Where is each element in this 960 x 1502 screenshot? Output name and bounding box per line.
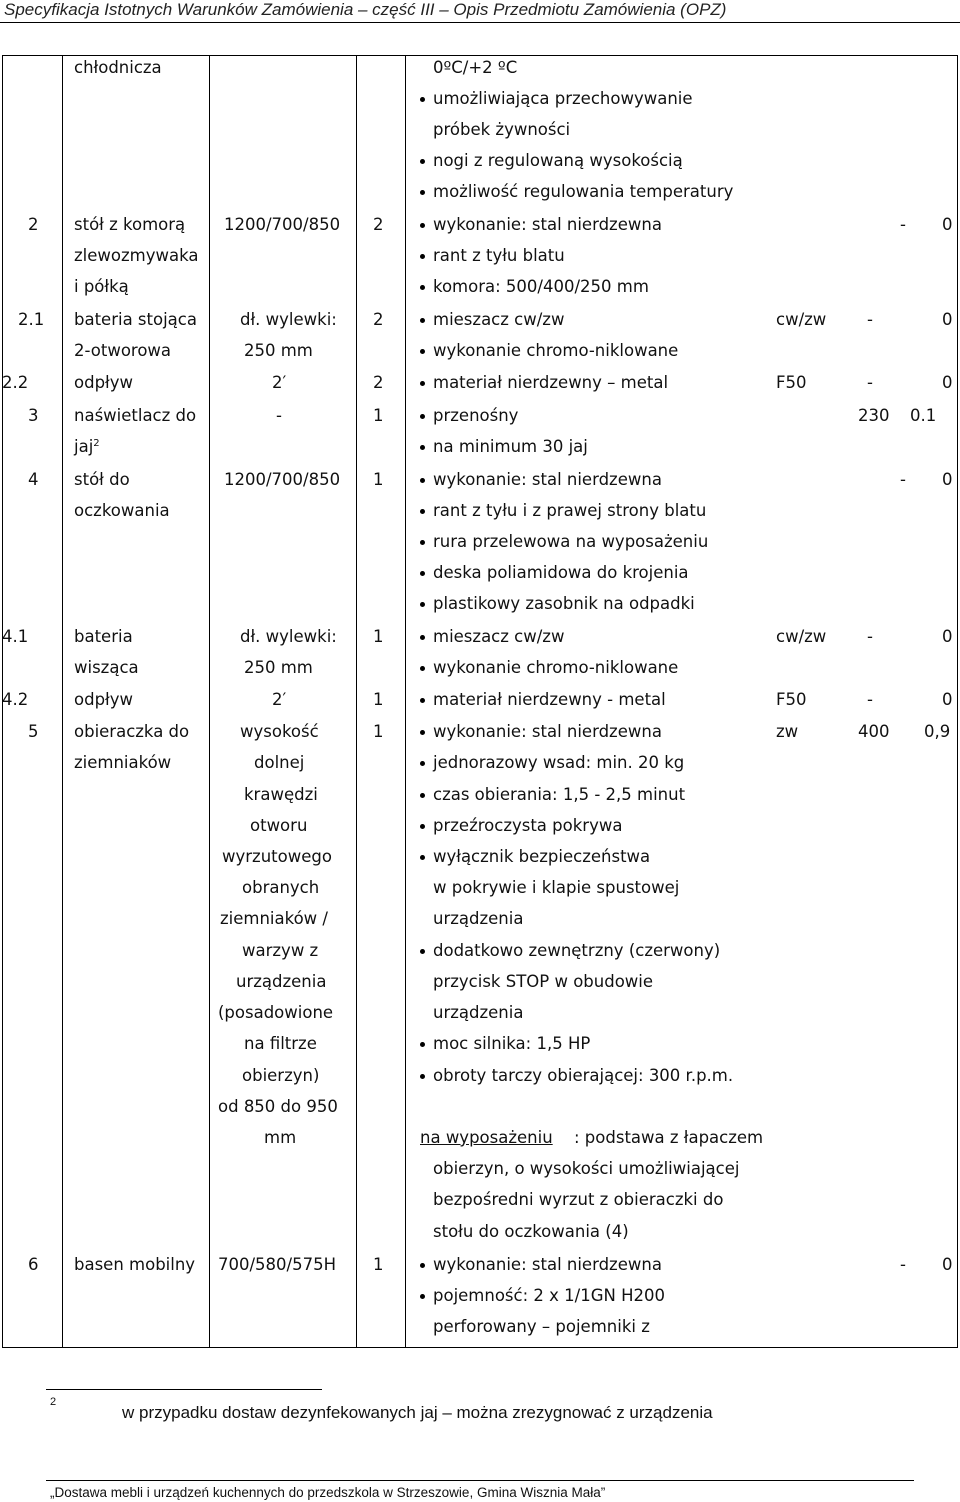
footnote-text: w przypadku dostaw dezynfekowanych jaj – można zrezygnować z urządzenia xyxy=(122,1403,713,1422)
column-divider xyxy=(62,55,63,1348)
table-cell-text: urządzenia xyxy=(433,909,524,928)
table-cell-text: 0 xyxy=(942,1255,953,1274)
spec-bullet-item: moc silnika: 1,5 HP xyxy=(433,1034,591,1053)
table-cell-text: 1 xyxy=(373,627,384,646)
spec-bullet-item: wykonanie: stal nierdzewna xyxy=(433,1255,662,1274)
table-cell-text: wisząca xyxy=(74,658,139,677)
table-cell-text: obierzyn) xyxy=(242,1066,320,1085)
table-cell-text: zw xyxy=(776,722,799,741)
table-cell-text: - xyxy=(276,406,282,425)
table-cell-text: 1200/700/850 xyxy=(224,215,341,234)
spec-bullet-item: rant z tyłu i z prawej strony blatu xyxy=(433,501,707,520)
table-cell-text: 0 xyxy=(942,470,953,489)
spec-bullet-item: materiał nierdzewny – metal xyxy=(433,373,669,392)
document-header: Specyfikacja Istotnych Warunków Zamówienia – część III – Opis Przedmiotu Zamówienia (OPZ) xyxy=(4,0,727,19)
spec-bullet-item: możliwość regulowania temperatury xyxy=(433,182,734,201)
table-cell-text: warzyw z xyxy=(242,941,319,960)
spec-bullet-item: komora: 500/400/250 mm xyxy=(433,277,649,296)
table-cell-text: i półką xyxy=(74,277,129,296)
footnote-marker: 2 xyxy=(93,438,100,449)
table-cell-text: 4 xyxy=(28,470,39,489)
table-cell-text: chłodnicza xyxy=(74,58,162,77)
table-cell-text: 5 xyxy=(28,722,39,741)
table-cell-text: wysokość xyxy=(240,722,319,741)
table-cell-text: perforowany – pojemniki z xyxy=(433,1317,650,1336)
spec-bullet-item: rura przelewowa na wyposażeniu xyxy=(433,532,709,551)
table-cell-text: 0 xyxy=(942,310,953,329)
table-cell-text: 2′ xyxy=(272,690,287,709)
table-cell-text: (posadowione xyxy=(218,1003,334,1022)
column-divider xyxy=(405,55,406,1348)
table-cell-text: - xyxy=(867,310,873,329)
footnote-number: 2 xyxy=(50,1396,57,1408)
spec-bullet-item: mieszacz cw/zw xyxy=(433,310,565,329)
spec-bullet-item: obroty tarczy obierającej: 300 r.p.m. xyxy=(433,1066,734,1085)
table-cell-text: - xyxy=(867,690,873,709)
table-cell-text: 4.2 xyxy=(2,690,29,709)
spec-bullet-item: deska poliamidowa do krojenia xyxy=(433,563,689,582)
table-cell-text: 0 xyxy=(942,690,953,709)
spec-bullet-item: czas obierania: 1,5 - 2,5 minut xyxy=(433,785,686,804)
table-cell-text: bateria stojąca xyxy=(74,310,197,329)
table-cell-text: stołu do oczkowania (4) xyxy=(433,1222,629,1241)
table-cell-text: - xyxy=(900,215,906,234)
table-cell-text: dolnej xyxy=(254,753,305,772)
table-cell-text: 0ºC/+2 ºC xyxy=(433,58,518,77)
spec-bullet-item: pojemność: 2 x 1/1GN H200 xyxy=(433,1286,665,1305)
table-cell-text: cw/zw xyxy=(776,310,827,329)
table-cell-text: 400 xyxy=(858,722,890,741)
table-cell-text: 230 xyxy=(858,406,890,425)
table-cell-text: 1 xyxy=(373,690,384,709)
table-cell-text: krawędzi xyxy=(244,785,318,804)
spec-bullet-item: wykonanie: stal nierdzewna xyxy=(433,470,662,489)
table-cell-text: dł. wylewki: xyxy=(240,627,337,646)
table-cell-text: urządzenia xyxy=(236,972,327,991)
spec-bullet-item: umożliwiająca przechowywanie xyxy=(433,89,693,108)
table-cell-text: 2.1 xyxy=(18,310,45,329)
table-cell-text: F50 xyxy=(776,373,807,392)
spec-bullet-item: jednorazowy wsad: min. 20 kg xyxy=(433,753,685,772)
table-cell-text: 2 xyxy=(373,215,384,234)
spec-bullet-item: materiał nierdzewny - metal xyxy=(433,690,666,709)
spec-bullet-item: wykonanie chromo-niklowane xyxy=(433,658,679,677)
spec-bullet-item: mieszacz cw/zw xyxy=(433,627,565,646)
table-cell-text: 6 xyxy=(28,1255,39,1274)
table-cell-text: próbek żywności xyxy=(433,120,571,139)
table-cell-text: 250 mm xyxy=(244,341,313,360)
table-cell-text: basen mobilny xyxy=(74,1255,196,1274)
table-cell-text: 2 xyxy=(373,373,384,392)
table-cell-text: 0 xyxy=(942,215,953,234)
table-cell-text: odpływ xyxy=(74,690,133,709)
table-cell-text: cw/zw xyxy=(776,627,827,646)
table-cell-text: naświetlacz do xyxy=(74,406,197,425)
table-cell-text: 250 mm xyxy=(244,658,313,677)
table-cell-text: 1200/700/850 xyxy=(224,470,341,489)
table-cell-text: : podstawa z łapaczem xyxy=(574,1128,764,1147)
table-cell-text: ziemniaków / xyxy=(220,909,328,928)
table-cell-text: przycisk STOP w obudowie xyxy=(433,972,654,991)
table-cell-text: 1 xyxy=(373,1255,384,1274)
column-divider xyxy=(209,55,210,1348)
table-cell-text: 2-otworowa xyxy=(74,341,172,360)
table-cell-text: odpływ xyxy=(74,373,133,392)
table-cell-text: stół z komorą xyxy=(74,215,186,234)
table-cell-text: stół do xyxy=(74,470,130,489)
header-rule xyxy=(0,22,960,23)
table-cell-text: dł. wylewki: xyxy=(240,310,337,329)
table-cell-text: - xyxy=(867,373,873,392)
table-cell-text: obieraczka do xyxy=(74,722,190,741)
table-cell-text: bezpośredni wyrzut z obieraczki do xyxy=(433,1190,724,1209)
table-cell-text: 2 xyxy=(373,310,384,329)
table-cell-text: ziemniaków xyxy=(74,753,172,772)
spec-bullet-item: nogi z regulowaną wysokością xyxy=(433,151,683,170)
spec-bullet-item: na minimum 30 jaj xyxy=(433,437,588,456)
table-cell-text: otworu xyxy=(250,816,308,835)
table-cell-text: zlewozmywaka xyxy=(74,246,199,265)
spec-bullet-item: dodatkowo zewnętrzny (czerwony) xyxy=(433,941,721,960)
table-cell-text: - xyxy=(867,627,873,646)
table-cell-text: jaj$^2$ xyxy=(74,437,100,456)
spec-bullet-item: wykonanie: stal nierdzewna xyxy=(433,722,662,741)
spec-bullet-item: przeźroczysta pokrywa xyxy=(433,816,623,835)
table-cell-text: obranych xyxy=(242,878,320,897)
spec-bullet-item: wykonanie: stal nierdzewna xyxy=(433,215,662,234)
table-cell-text: 0 xyxy=(942,627,953,646)
table-cell-text: 1 xyxy=(373,406,384,425)
column-divider xyxy=(356,55,357,1348)
spec-bullet-item: wyłącznik bezpieczeństwa xyxy=(433,847,651,866)
table-cell-text: urządzenia xyxy=(433,1003,524,1022)
spec-bullet-item: wykonanie chromo-niklowane xyxy=(433,341,679,360)
footnote-rule xyxy=(46,1389,322,1390)
table-cell-text: 2.2 xyxy=(2,373,29,392)
table-cell-text: bateria xyxy=(74,627,133,646)
table-cell-text: 2′ xyxy=(272,373,287,392)
table-cell-text: oczkowania xyxy=(74,501,170,520)
table-cell-text: 1 xyxy=(373,722,384,741)
table-cell-text: F50 xyxy=(776,690,807,709)
table-cell-text: na filtrze xyxy=(244,1034,317,1053)
table-cell-text: 0 xyxy=(942,373,953,392)
table-cell-text: obierzyn, o wysokości umożliwiającej xyxy=(433,1159,740,1178)
table-cell-text: - xyxy=(900,1255,906,1274)
table-cell-text: na wyposażeniu xyxy=(420,1128,553,1147)
spec-bullet-item: plastikowy zasobnik na odpadki xyxy=(433,594,695,613)
table-cell-text: 2 xyxy=(28,215,39,234)
document-footer: „Dostawa mebli i urządzeń kuchennych do przedszkola w Strzeszowie, Gmina Wisznia Mała” xyxy=(50,1485,606,1500)
table-cell-text: 4.1 xyxy=(2,627,29,646)
table-cell-text: 0.1 xyxy=(910,406,937,425)
table-cell-text: 700/580/575H xyxy=(218,1255,337,1274)
table-cell-text: 0,9 xyxy=(924,722,951,741)
footer-rule xyxy=(46,1480,914,1481)
table-cell-text: 1 xyxy=(373,470,384,489)
table-cell-text: 3 xyxy=(28,406,39,425)
spec-bullet-item: przenośny xyxy=(433,406,519,425)
table-cell-text: mm xyxy=(264,1128,297,1147)
table-cell-text: - xyxy=(900,470,906,489)
spec-bullet-item: rant z tyłu blatu xyxy=(433,246,565,265)
table-cell-text: od 850 do 950 xyxy=(218,1097,338,1116)
table-cell-text: wyrzutowego xyxy=(222,847,332,866)
table-cell-text: w pokrywie i klapie spustowej xyxy=(433,878,680,897)
